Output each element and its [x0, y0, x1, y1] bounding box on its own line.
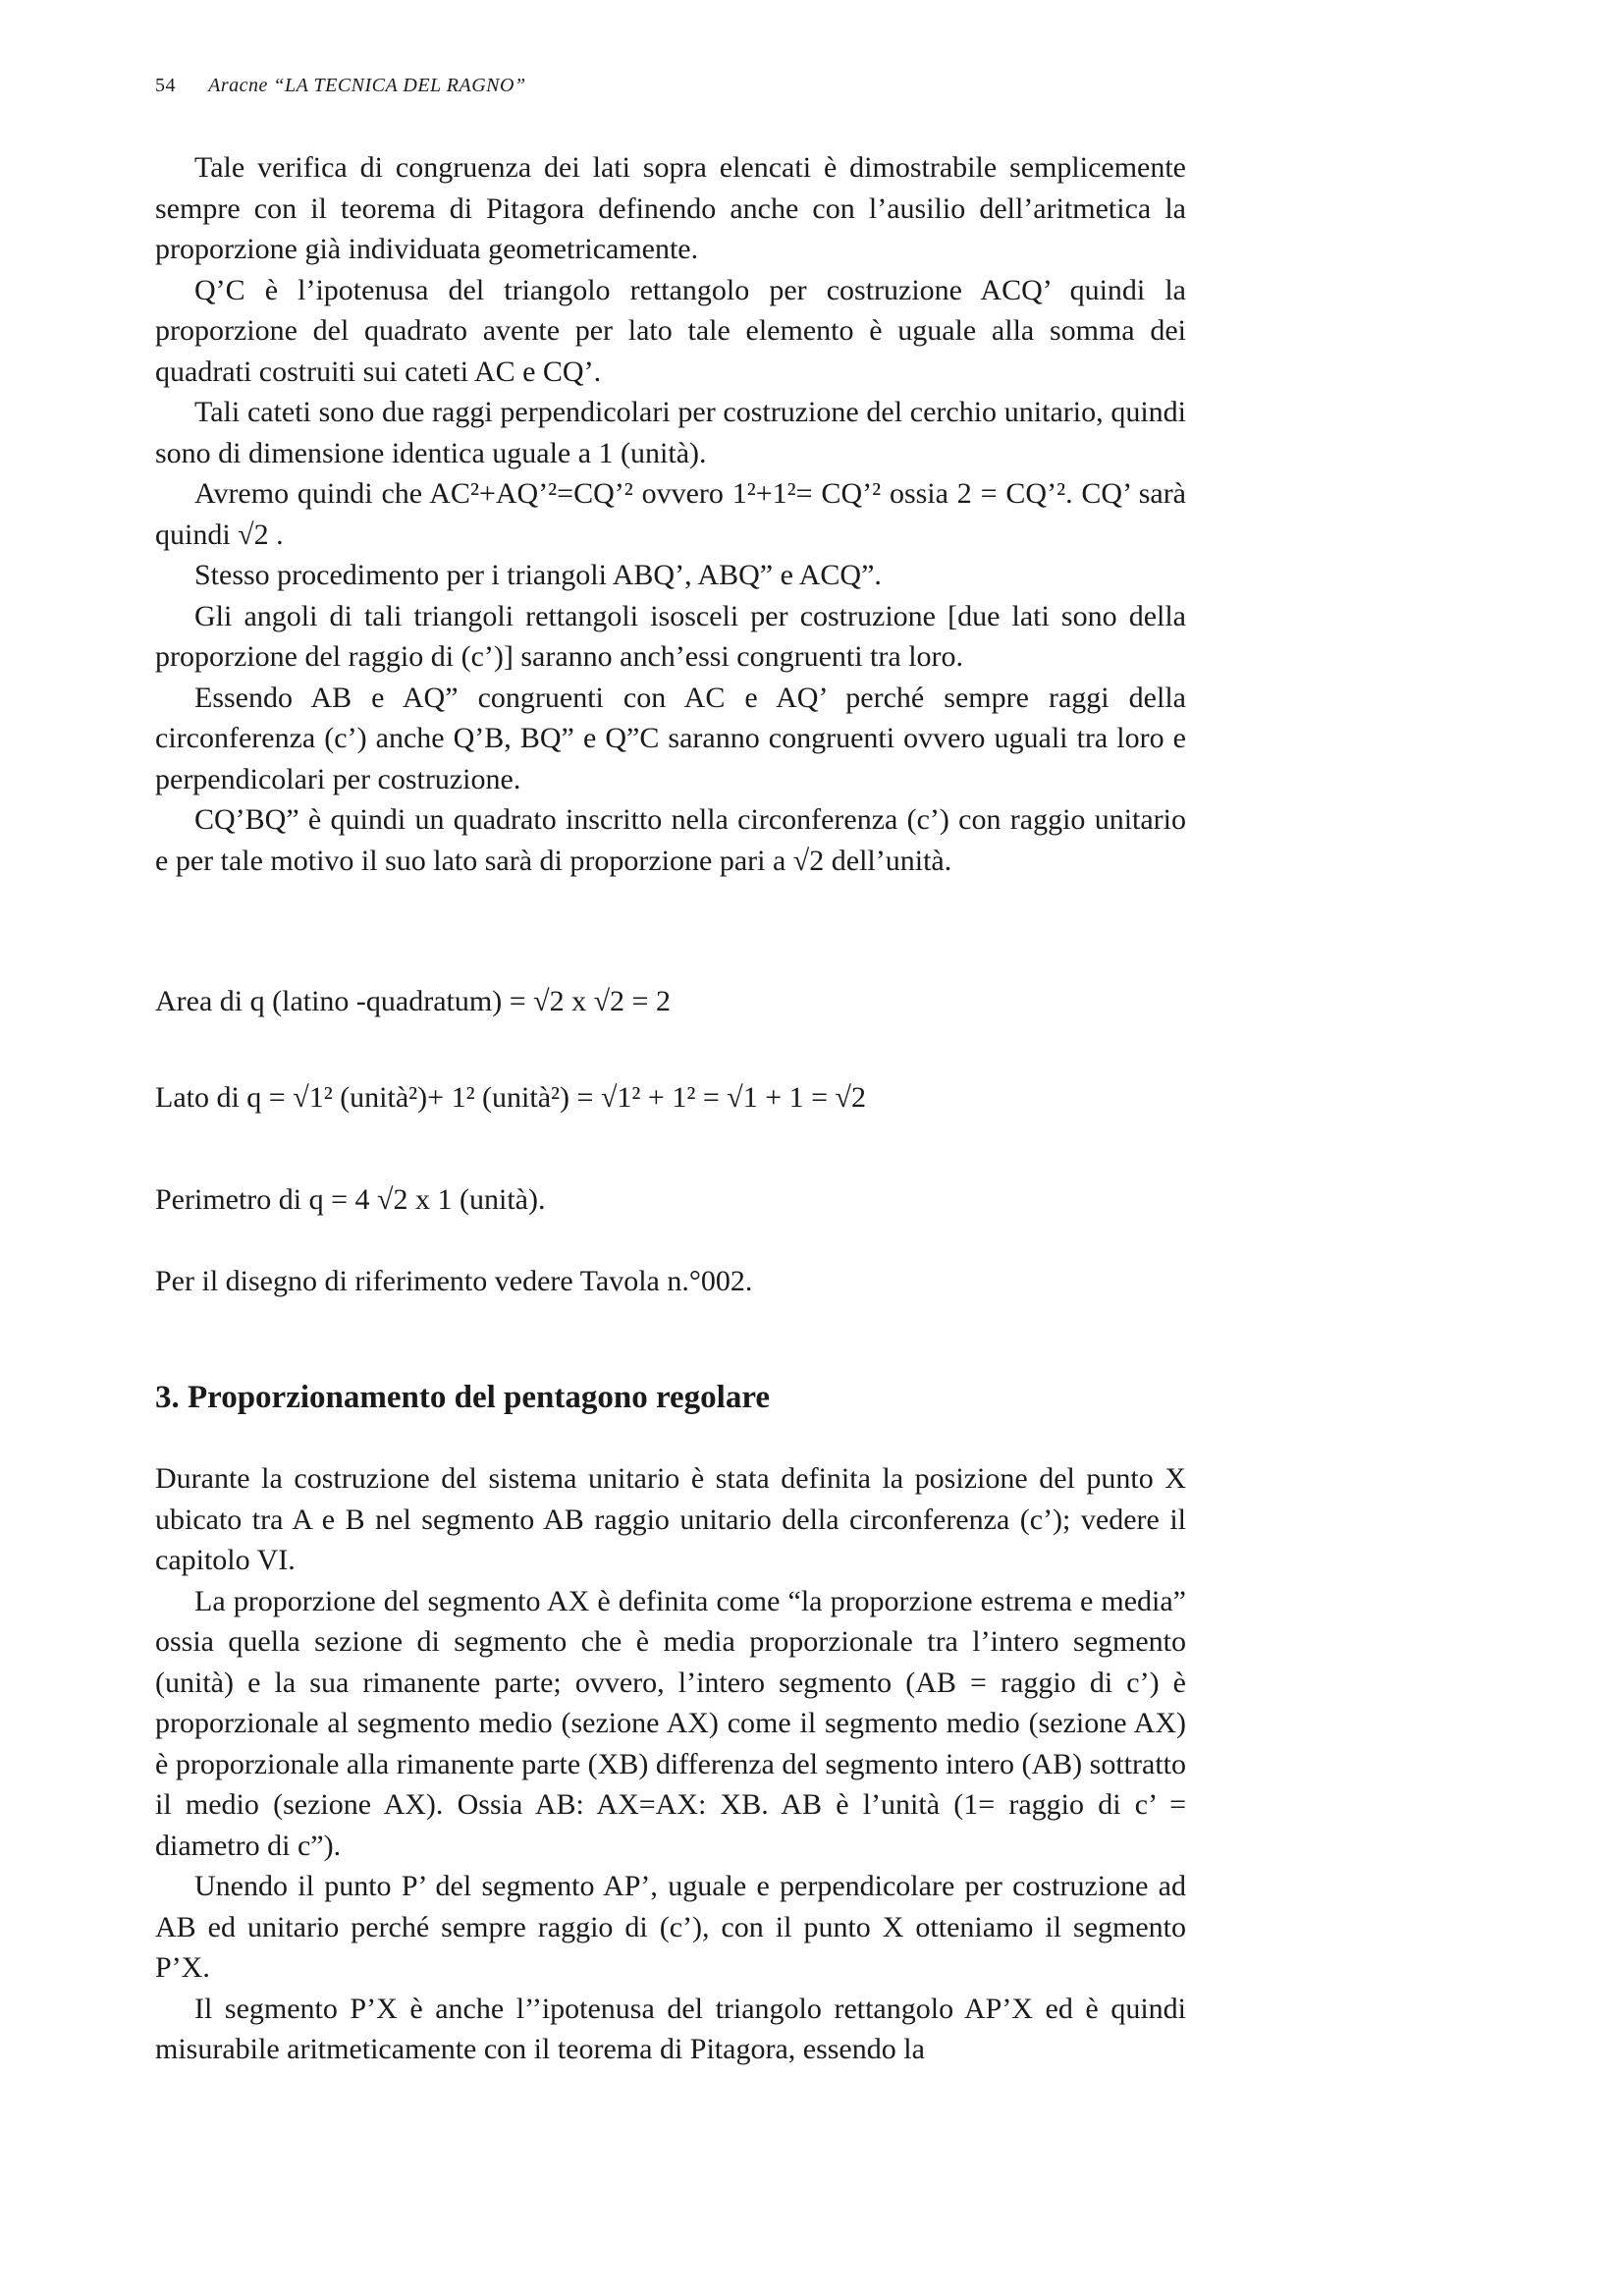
- page-number: 54: [155, 75, 176, 96]
- paragraph: Unendo il punto P’ del segmento AP’, uguale e perpendicolare per costruzione ad AB ed unitario perché sempre raggio di (c’), con il punto X otteniamo il segmento P’X.: [155, 1870, 1186, 1984]
- paragraph: CQ’BQ” è quindi un quadrato inscritto nella circonferenza (c’) con raggio unitario e per tale motivo il suo lato sarà di proporzione pari a √2 dell’unità.: [155, 803, 1186, 877]
- reference-note: Per il disegno di riferimento vedere Tavola n.°002.: [155, 1265, 753, 1297]
- paragraph: La proporzione del segmento AX è definita come “la proporzione estrema e media” ossia quella sezione di segmento che è media proporzionale tra l’intero segmento (unità) e la sua rimanente parte; ovvero, l’intero segmento (AB = raggio di c’) è proporzionale al segmento medio (sezione AX) come il segmento medio (sezione AX) è proporzionale alla rimanente parte (XB) differenza del segmento intero (AB) sottratto il medio (sezione AX). Ossia AB: AX=AX: XB. AB è l’unità (1= raggio di c’ = diametro di c”).: [155, 1584, 1186, 1862]
- paragraph: Avremo quindi che AC²+AQ’²=CQ’² ovvero 1²+1²= CQ’² ossia 2 = CQ’². CQ’ sarà quindi √2 .: [155, 477, 1186, 551]
- paragraph: Tali cateti sono due raggi perpendicolari per costruzione del cerchio unitario, quindi sono di dimensione identica uguale a 1 (unità).: [155, 396, 1186, 469]
- body-text-block-2: [155, 1458, 1186, 2070]
- body-text-block-1: [155, 147, 1186, 881]
- running-title: Aracne “LA TECNICA DEL RAGNO”: [208, 75, 526, 96]
- paragraph: Il segmento P’X è anche l’’ipotenusa del triangolo rettangolo AP’X ed è quindi misurabile aritmeticamente con il teorema di Pitagora, essendo la: [155, 1992, 1186, 2065]
- lato-formula: Lato di q = √1² (unità²)+ 1² (unità²) = √1² + 1² = √1 + 1 = √2: [155, 1081, 866, 1114]
- paragraph: Durante la costruzione del sistema unitario è stata definita la posizione del punto X ubicato tra A e B nel segmento AB raggio unitario della circonferenza (c’); vedere il capitolo VI.: [155, 1462, 1186, 1576]
- running-header: [155, 75, 526, 97]
- paragraph: Gli angoli di tali triangoli rettangoli isosceli per costruzione [due lati sono della proporzione del raggio di (c’)] saranno anch’essi congruenti tra loro.: [155, 599, 1186, 673]
- paragraph: Essendo AB e AQ” congruenti con AC e AQ’ perché sempre raggi della circonferenza (c’) anche Q’B, BQ” e Q”C saranno congruenti ovvero uguali tra loro e perpendicolari per costruzione.: [155, 681, 1186, 795]
- perimetro-formula: Perimetro di q = 4 √2 x 1 (unità).: [155, 1183, 546, 1216]
- section-heading: 3. Proporzionamento del pentagono regolare: [155, 1380, 771, 1415]
- paragraph: Tale verifica di congruenza dei lati sopra elencati è dimostrabile semplicemente sempre con il teorema di Pitagora definendo anche con l’ausilio dell’aritmetica la proporzione già individuata geometricamente.: [155, 151, 1186, 265]
- paragraph: Stesso procedimento per i triangoli ABQ’, ABQ” e ACQ”.: [194, 559, 882, 591]
- area-formula: Area di q (latino -quadratum) = √2 x √2 = 2: [155, 985, 671, 1017]
- paragraph: Q’C è l’ipotenusa del triangolo rettangolo per costruzione ACQ’ quindi la proporzione del quadrato avente per lato tale elemento è uguale alla somma dei quadrati costruiti sui cateti AC e CQ’.: [155, 273, 1186, 388]
